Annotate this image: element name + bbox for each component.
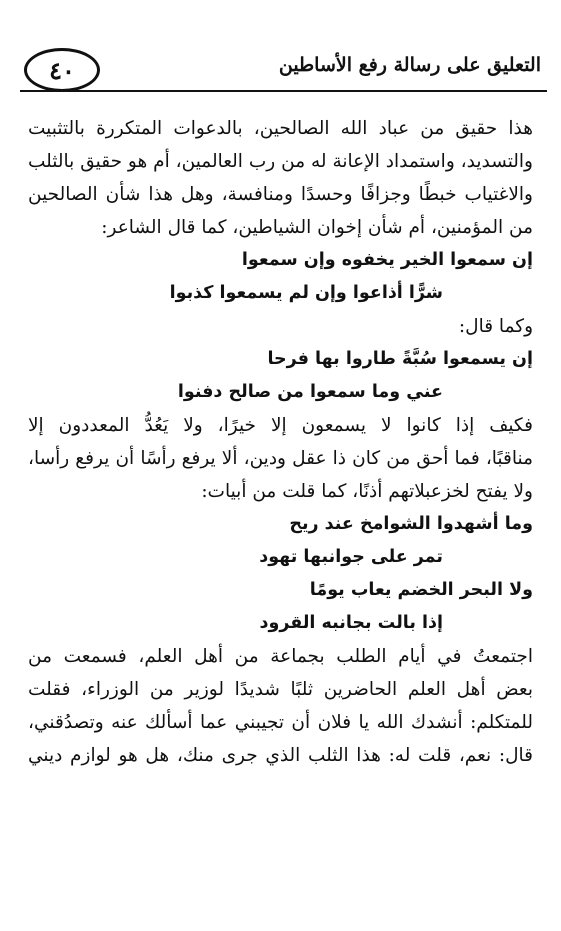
text-line: ولا يفتح لخزعبلاتهم أذنًا، كما قلت من أبيات: (201, 481, 533, 502)
running-title: التعليق على رسالة رفع الأساطين (278, 54, 541, 76)
page-body (28, 112, 533, 772)
text-line: مناقبًا، فما أحق من كان ذا عقل ودين، ألا يرفع رأسًا أن يرفع رأسا، (28, 448, 533, 469)
text-line: وكما قال: (458, 316, 533, 337)
poem-verse: وما أشهدوا الشوامخ عند ريح (289, 514, 533, 534)
poem-verse: إذا بالت بجانبه القرود (259, 613, 443, 633)
poem-verse: إن سمعوا الخير يخفوه وإن سمعوا (241, 250, 533, 270)
page-number: ٤٠ (49, 55, 75, 85)
text-line: من المؤمنين، أم شأن إخوان الشياطين، كما قال الشاعر: (101, 217, 533, 238)
page-header (20, 40, 547, 98)
text-line: والتسديد، واستمداد الإعانة له من رب العالمين، أم هو حقيق بالثلب (28, 151, 533, 172)
text-line: اجتمعتُ في أيام الطلب بجماعة من أهل العلم، فسمعت من (28, 646, 533, 667)
poem-verse: شرًّا أذاعوا وإن لم يسمعوا كذبوا (169, 283, 443, 303)
poem-verse: تمر على جوانبها تهود (259, 547, 443, 567)
header-rule (20, 90, 547, 92)
text-line: فكيف إذا كانوا لا يسمعون إلا خيرًا، ولا يَعُدُّ المعددون إلا (28, 415, 533, 436)
poem-verse: عني وما سمعوا من صالح دفنوا (177, 382, 443, 402)
page-number-badge (24, 48, 100, 92)
text-line: والاغتياب خبطًا وجزافًا وحسدًا ومنافسة، وهل هذا شأن الصالحين (28, 184, 533, 205)
text-line: بعض أهل العلم الحاضرين ثلبًا شديدًا لوزير من الوزراء، فقلت (28, 679, 533, 700)
text-line: للمتكلم: أنشدك الله يا فلان أن تجيبني عما أسألك عنه وتصدُقني، (28, 712, 533, 733)
poem-verse: ولا البحر الخضم يعاب يومًا (309, 580, 533, 600)
text-line: هذا حقيق من عباد الله الصالحين، بالدعوات المتكررة بالتثبيت (28, 118, 533, 139)
text-line: قال: نعم، قلت له: هذا الثلب الذي جرى منك، هل هو لوازم ديني (28, 745, 533, 766)
poem-verse: إن يسمعوا سُبَّةً طاروا بها فرحا (267, 349, 533, 369)
